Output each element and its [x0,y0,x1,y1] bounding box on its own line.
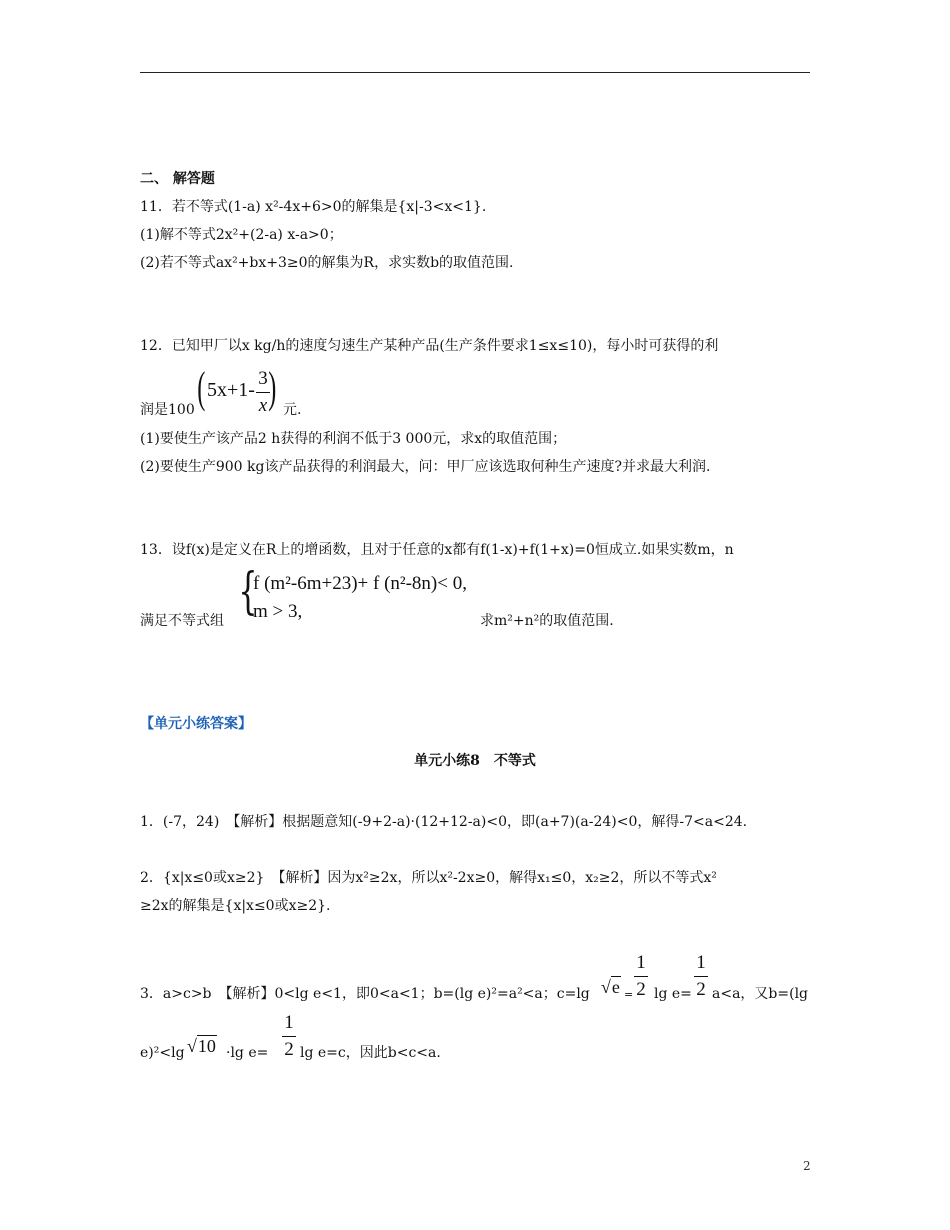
q12-part2: (2)要使生产900 kg该产品获得的利润最大，问：甲厂应该选取何种生产速度?并求最大利润. [140,459,711,475]
answer-3-line1-a: 3．a>c>b 【解析】0<lg e<1，即0<a<1；b=(lg e)²=a²<a；c=lg [140,986,590,1002]
q12-fraction-numerator: 3 [258,368,268,389]
q13-system-prefix: 满足不等式组 [140,613,224,629]
answer-3-line1-b: lg e= [654,986,692,1002]
header-rule [140,72,810,73]
answers-title: 单元小练8 不等式 [414,753,536,769]
answer-3-line2-a: e)²<lg [140,1045,185,1061]
q13-system-line1: f (m²-6m+23)+ f (n²-8n)< 0, [253,573,467,594]
answer-3-half-1-den: 2 [636,979,646,1000]
q11-part1: (1)解不等式2x²+(2-a) x-a>0； [140,227,343,243]
answer-3-line2-b: ·lg e= [226,1045,269,1061]
q12-profit-suffix: 元. [283,402,302,418]
answers-header: 【单元小练答案】 [140,716,252,732]
answer-3-half-1 [634,952,648,1001]
q11-part2: (2)若不等式ax²+bx+3≥0的解集为R，求实数b的取值范围. [140,255,514,271]
answer-3-half-2 [694,952,708,1001]
answer-2-line1: 2．{x|x≤0或x≥2} 【解析】因为x²≥2x，所以x²-2x≥0，解得x₁≤0，x₂≥2，所以不等式x² [140,870,717,886]
answer-3-eq: = [624,988,634,1001]
q12-right-paren: ) [268,363,277,412]
q13-stem: 13．设f(x)是定义在R上的增函数，且对于任意的x都有f(1-x)+f(1+x)=0恒成立.如果实数m，n [140,542,734,558]
page-number: 2 [803,1159,811,1173]
answer-3-half-2-num: 1 [696,952,706,973]
q13-system-line2: m > 3, [253,601,303,622]
answer-3-line2-c: lg e=c，因此b<c<a. [300,1045,441,1061]
section-title: 二、 解答题 [140,171,215,187]
answer-2-line2: ≥2x的解集是{x|x≤0或x≥2}. [140,898,331,914]
answer-3-sqrt-e: √e [601,977,620,997]
q12-left-paren: ( [197,363,206,412]
answer-3-sqrt-10: √10 [187,1036,216,1056]
answer-3-half-2-den: 2 [696,979,706,1000]
answer-1: 1．(-7，24) 【解析】根据题意知(-9+2-a)·(12+12-a)<0，即(a+7)(a-24)<0，解得-7<a<24. [140,814,748,830]
answer-3-half-3 [282,1012,296,1061]
q12-profit-prefix: 润是100 [140,402,195,418]
q11-stem: 11．若不等式(1-a) x²-4x+6>0的解集是{x|-3<x<1}. [140,199,487,215]
q12-stem: 12．已知甲厂以x kg/h的速度匀速生产某种产品(生产条件要求1≤x≤10)，每小时可获得的利 [140,338,719,354]
answer-3-half-3-den: 2 [284,1039,294,1060]
q13-brace: { [238,562,258,620]
q12-part1: (1)要使生产该产品2 h获得的利润不低于3 000元，求x的取值范围； [140,431,567,447]
q13-system-suffix: 求m²+n²的取值范围. [480,613,614,629]
answer-3-half-3-num: 1 [284,1012,294,1033]
answer-3-half-1-num: 1 [636,952,646,973]
q12-profit-expr: 5x+1- [207,379,255,401]
answer-3-sqrt-10-radicand: 10 [197,1036,216,1056]
answer-3-sqrt-e-radicand: e [611,977,620,997]
q12-fraction-denominator: x [258,395,268,416]
answer-3-line1-c: a<a，又b=(lg [712,986,809,1002]
